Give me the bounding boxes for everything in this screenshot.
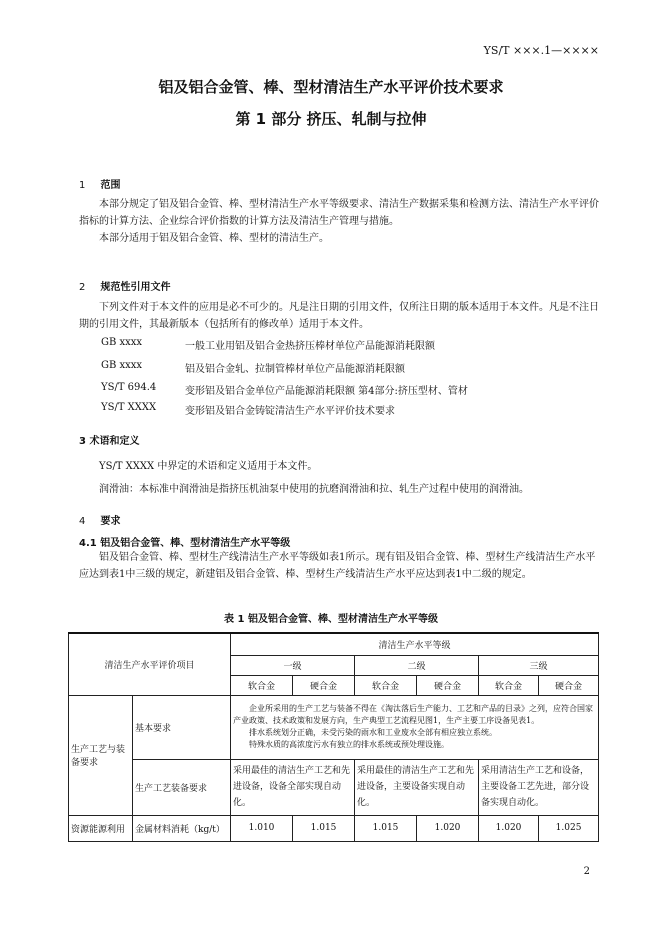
reference-title: 变形铝及铝合金单位产品能源消耗限额 第4部分:挤压型材、管材 [185, 386, 468, 397]
header-hard-alloy: 硬合金 [293, 675, 355, 695]
reference-code: YS/T 694.4 [101, 382, 157, 393]
header-hard-alloy: 硬合金 [417, 675, 479, 695]
reference-code: YS/T XXXX [101, 402, 157, 413]
header-soft-alloy: 软合金 [231, 675, 293, 695]
header-soft-alloy: 软合金 [355, 675, 417, 695]
equipment-level-3-text: 采用清洁生产工艺和设备，主要设备工艺先进，部分设备实现自动化。 [479, 759, 599, 815]
row-label-metal-consumption: 金属材料消耗（kg/t） [133, 815, 231, 841]
document-title: 铝及铝合金管、棒、型材清洁生产水平评价技术要求 [158, 78, 504, 96]
document-part-title: 第 1 部分 挤压、轧制与拉伸 [235, 110, 427, 128]
header-hard-alloy: 硬合金 [539, 675, 599, 695]
section-3-heading: 3 术语和定义 [79, 436, 140, 447]
section-title: 范围 [100, 180, 121, 191]
section-1-heading [79, 176, 120, 191]
header-level-2: 二级 [355, 655, 479, 675]
header-level-3: 三级 [479, 655, 599, 675]
section-2-heading [79, 278, 170, 293]
metal-consumption-value: 1.025 [539, 815, 599, 841]
section-number: 4 [79, 516, 86, 527]
metal-consumption-value: 1.015 [293, 815, 355, 841]
basic-requirement-line: 企业所采用的生产工艺与装备不得在《淘汰落后生产能力、工艺和产品的目录》之列，应符合国家产业政策、技术政策和发展方向，生产典型工艺流程见图1，生产主要工序设备见表1。 [233, 704, 594, 725]
basic-requirements-text [231, 695, 599, 759]
reference-title: 一般工业用铝及铝合金热挤压棒材单位产品能源消耗限额 [185, 341, 435, 352]
header-level-1: 一级 [231, 655, 355, 675]
section-title: 规范性引用文件 [100, 282, 171, 293]
reference-code: GB xxxx [101, 337, 143, 348]
basic-requirement-line: 排水系统划分正确，未受污染的雨水和工业废水全部有相应独立系统。 [249, 728, 498, 737]
header-evaluation-item: 清洁生产水平评价项目 [69, 633, 231, 695]
page-number: 2 [583, 866, 590, 877]
group-process-equipment: 生产工艺与装备要求 [69, 695, 133, 815]
equipment-level-2-text: 采用最佳的清洁生产工艺和先进设备，主要设备实现自动化。 [355, 759, 479, 815]
metal-consumption-value: 1.015 [355, 815, 417, 841]
metal-consumption-value: 1.010 [231, 815, 293, 841]
metal-consumption-value: 1.020 [479, 815, 539, 841]
section-4-paragraph: 铝及铝合金管、棒、型材生产线清洁生产水平等级如表1所示。现有铝及铝合金管、棒、型材生产线清洁生产水平应达到表1中三级的规定，新建铝及铝合金管、棒、型材生产线清洁生产水平应达到表1中二级的规定。 [79, 552, 596, 580]
standard-code: YS/T ×××.1—×××× [483, 44, 599, 57]
table-caption: 表 1 铝及铝合金管、棒、型材清洁生产水平等级 [224, 614, 438, 625]
section-number: 1 [79, 180, 86, 191]
basic-requirement-line: 特殊水质的高浓度污水有独立的排水系统或预处理设施。 [249, 740, 450, 749]
section-4-heading [79, 512, 120, 527]
section-2-paragraph: 下列文件对于本文件的应用是必不可少的。凡是注日期的引用文件，仅所注日期的版本适用于本文件。凡是不注日期的引用文件，其最新版本（包括所有的修改单）适用于本文件。 [79, 302, 599, 330]
subsection-4-1-heading: 4.1 铝及铝合金管、棒、型材清洁生产水平等级 [79, 538, 291, 549]
clean-production-level-table [68, 632, 599, 842]
reference-code: GB xxxx [101, 360, 143, 371]
header-level-group: 清洁生产水平等级 [231, 633, 599, 655]
section-number: 2 [79, 282, 86, 293]
group-resource-energy: 资源能源利用 [69, 815, 133, 841]
section-3-paragraph-2: 润滑油：本标准中润滑油是指挤压机油泵中使用的抗磨润滑油和拉、轧生产过程中使用的润滑油。 [99, 484, 529, 495]
reference-title: 铝及铝合金轧、拉制管棒材单位产品能源消耗限额 [185, 364, 405, 375]
reference-title: 变形铝及铝合金铸锭清洁生产水平评价技术要求 [185, 406, 395, 417]
section-title: 要求 [100, 516, 121, 527]
section-3-paragraph-1: YS/T XXXX 中界定的术语和定义适用于本文件。 [99, 461, 318, 472]
equipment-level-1-text: 采用最佳的清洁生产工艺和先进设备，设备全部实现自动化。 [231, 759, 355, 815]
row-label-basic-requirements: 基本要求 [133, 695, 231, 759]
header-soft-alloy: 软合金 [479, 675, 539, 695]
row-label-equipment-requirements: 生产工艺装备要求 [133, 759, 231, 815]
section-1-paragraph-1: 本部分规定了铝及铝合金管、棒、型材清洁生产水平等级要求、清洁生产数据采集和检测方法、清洁生产水平评价指标的计算方法、企业综合评价指数的计算方法及清洁生产管理与措施。 [79, 199, 599, 227]
metal-consumption-value: 1.020 [417, 815, 479, 841]
section-1-paragraph-2: 本部分适用于铝及铝合金管、棒、型材的清洁生产。 [99, 233, 329, 244]
